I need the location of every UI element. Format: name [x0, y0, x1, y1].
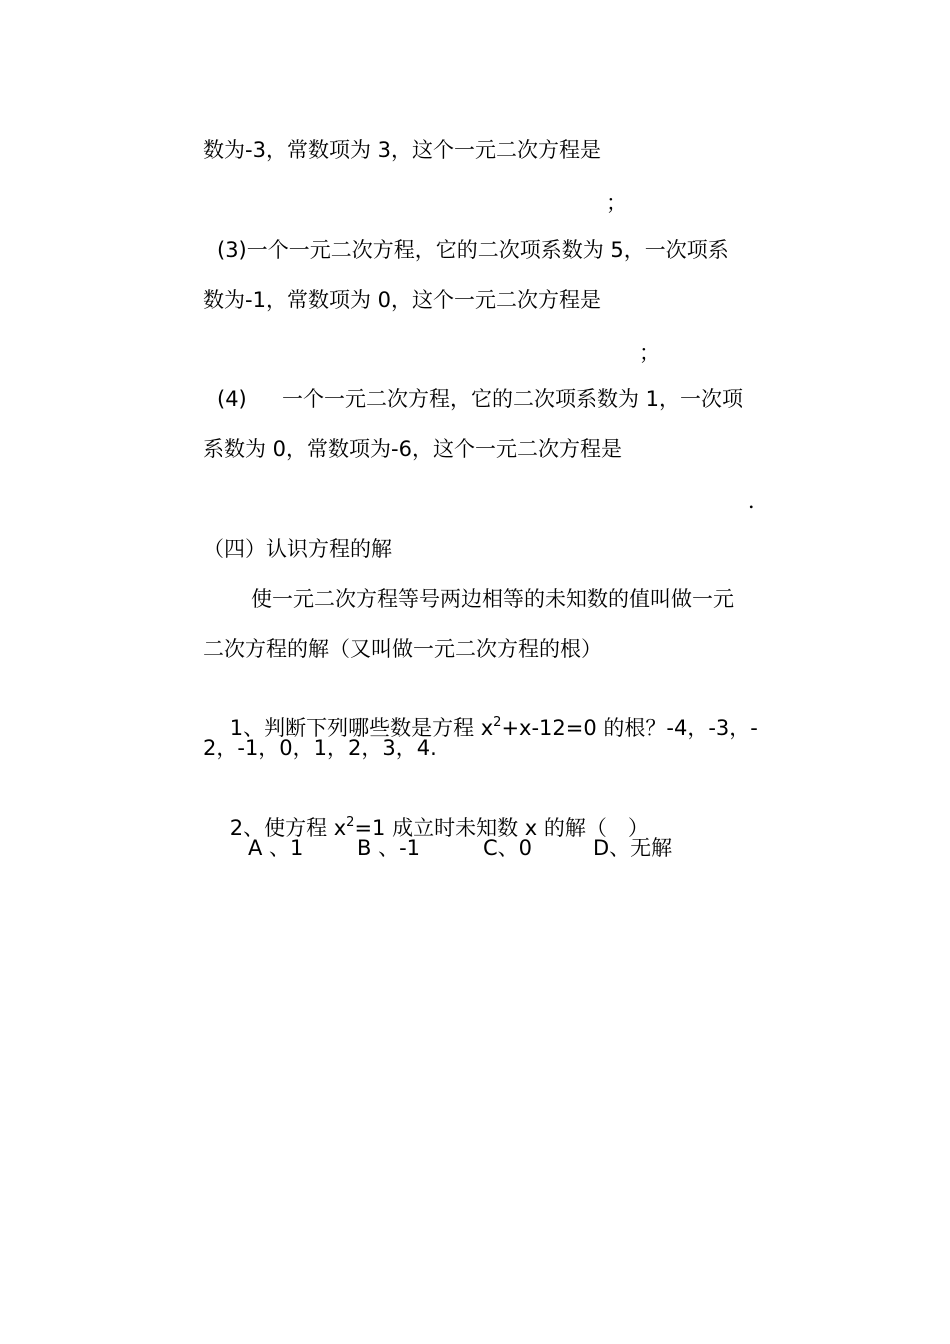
option-d: D、无解 — [593, 836, 673, 860]
option-a: A 、1 — [248, 836, 304, 860]
paragraph-line: ； — [606, 191, 627, 215]
option-c: C、0 — [483, 836, 533, 860]
question-1-text: 1、判断下列哪些数是方程 x — [229, 716, 494, 740]
section-heading: （四）认识方程的解 — [203, 537, 392, 561]
item-number: (4) — [217, 387, 247, 411]
question-1-text-cont: +x-12=0 的根？-4，-3，- — [501, 716, 758, 740]
superscript: 2 — [346, 815, 355, 830]
superscript: 2 — [493, 715, 502, 730]
option-b: B 、-1 — [357, 836, 421, 860]
paragraph-line: (3)一个一元二次方程，它的二次项系数为 5，一次项系 — [217, 238, 729, 262]
paragraph-line: 系数为 0，常数项为-6，这个一元二次方程是 — [203, 437, 622, 461]
paragraph-line: 使一元二次方程等号两边相等的未知数的值叫做一元 — [251, 587, 734, 611]
paragraph-line: ． — [748, 489, 769, 513]
paragraph-line: ； — [639, 341, 660, 365]
paragraph-line: 数为-1，常数项为 0，这个一元二次方程是 — [203, 288, 601, 312]
paragraph-line: 一个一元二次方程，它的二次项系数为 1，一次项 — [282, 387, 744, 411]
question-2-text-cont: =1 成立时未知数 x 的解（ ） — [354, 816, 649, 840]
paragraph-line: 二次方程的解（又叫做一元二次方程的根） — [203, 637, 602, 661]
question-2-text: 2、使方程 x — [229, 816, 347, 840]
paragraph-line: 2，-1，0，1，2，3，4. — [203, 736, 437, 760]
paragraph-line: 数为-3，常数项为 3，这个一元二次方程是 — [203, 138, 601, 162]
